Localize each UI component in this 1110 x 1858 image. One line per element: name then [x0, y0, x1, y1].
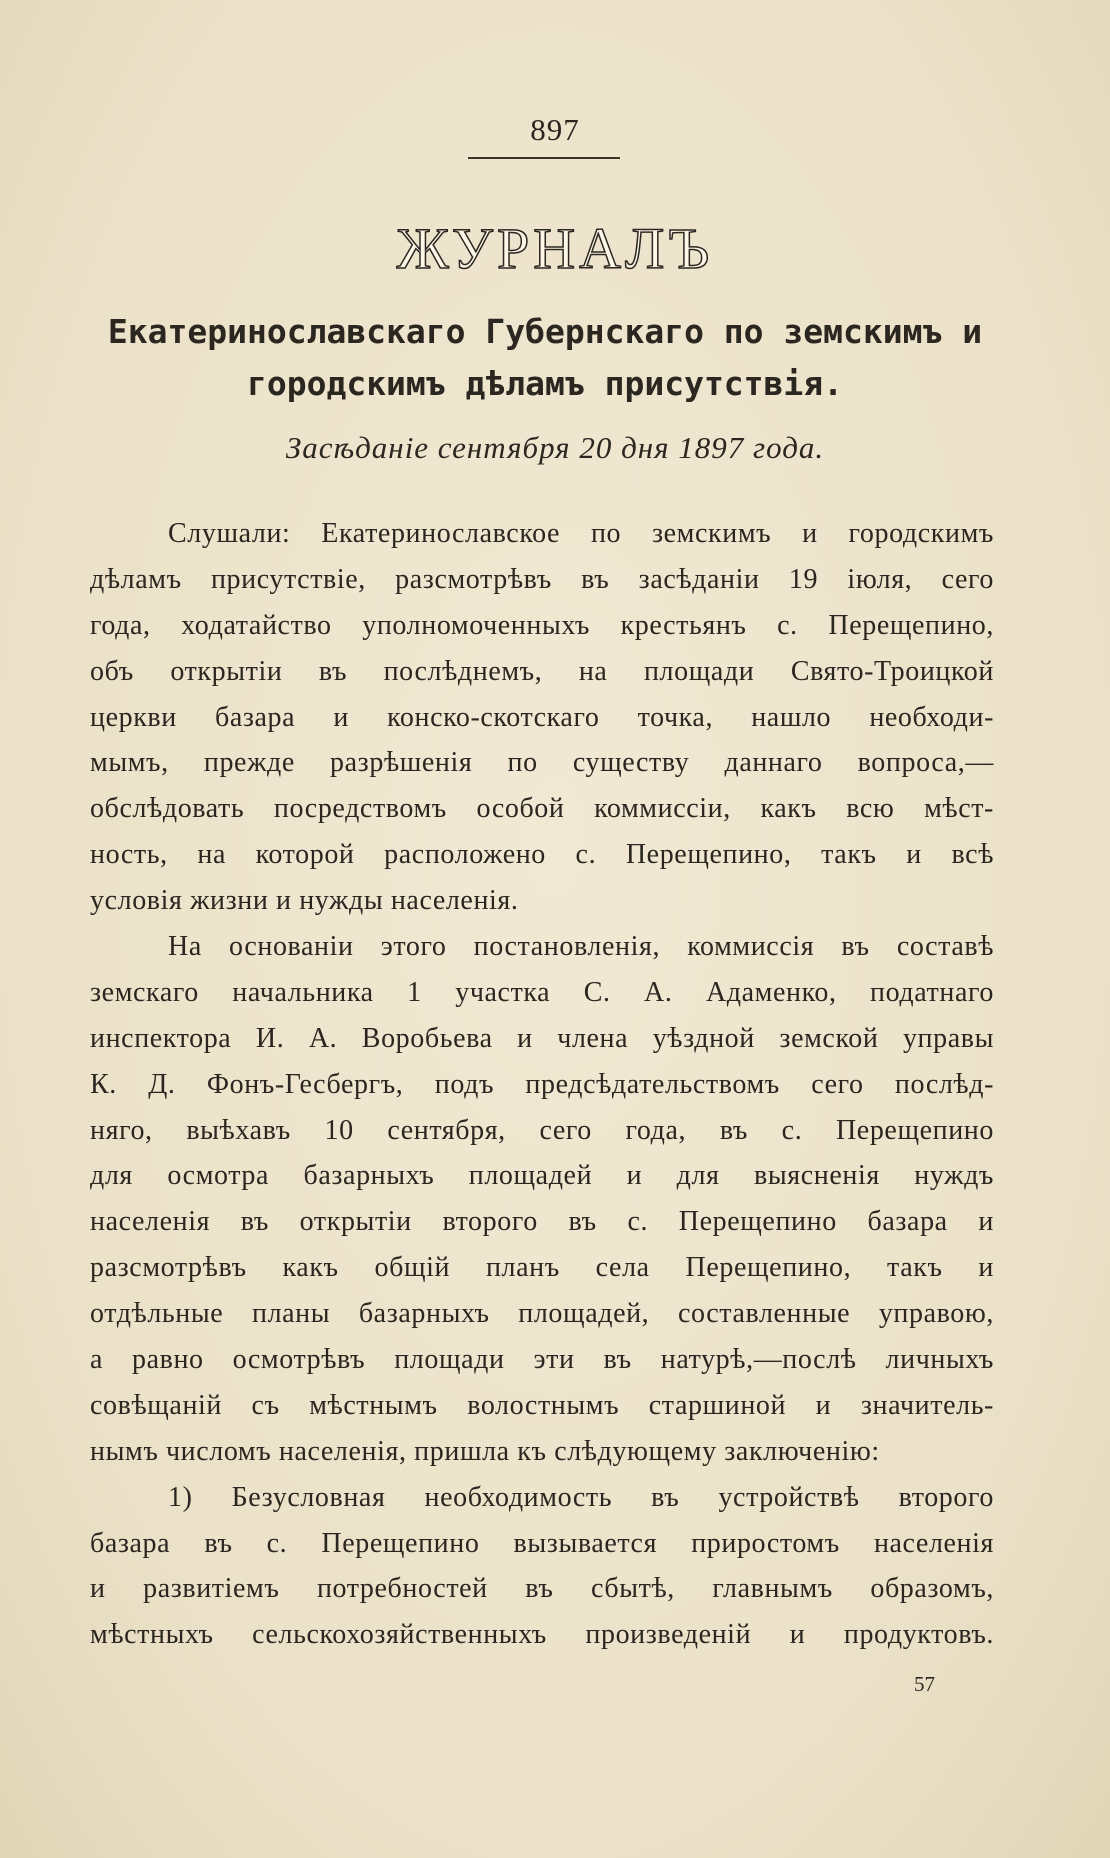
text-line: 1) Безусловная необходимость въ устройствѣ второго — [168, 1481, 994, 1513]
text-line: земскаго начальника 1 участка С. А. Адаменко, податнаго — [90, 976, 994, 1008]
text-line: мѣстныхъ сельскохозяйственныхъ произведеній и продуктовъ. — [90, 1619, 994, 1651]
subtitle-line: городскимъ дѣламъ присутствія. — [246, 364, 844, 403]
text-line: базара въ с. Перещепино вызывается приростомъ населенія — [90, 1527, 994, 1559]
page-number: 897 — [530, 112, 580, 147]
text-line: обслѣдовать посредствомъ особой коммиссіи, какъ всю мѣст- — [90, 793, 994, 825]
text-line: а равно осмотрѣвъ площади эти въ натурѣ,—послѣ личныхъ — [90, 1344, 994, 1376]
text-line: условія жизни и нужды населенія. — [90, 885, 519, 917]
text-line: няго, выѣхавъ 10 сентября, сего года, въ с. Перещепино — [90, 1114, 994, 1146]
text-line: дѣламъ присутствіе, разсмотрѣвъ въ засѣданіи 19 іюля, сего — [90, 563, 994, 595]
text-line: совѣщаній съ мѣстнымъ волостнымъ старшиной и значитель- — [90, 1389, 994, 1421]
text-line: и развитіемъ потребностей въ сбытѣ, главнымъ образомъ, — [90, 1573, 994, 1605]
text-line: церкви базара и конско-скотскаго точка, нашло необходи- — [90, 701, 994, 733]
meeting-date-line: Засѣданіе сентября 20 дня 1897 года. — [285, 430, 825, 465]
text-line: для осмотра базарныхъ площадей и для выясненія нуждъ — [90, 1160, 994, 1192]
text-line: года, ходатайство уполномоченныхъ крестьянъ с. Перещепино, — [90, 609, 994, 641]
text-line: объ открытіи въ послѣднемъ, на площади Свято-Троицкой — [90, 655, 994, 687]
text-line: мымъ, прежде разрѣшенія по существу даннаго вопроса,— — [90, 747, 994, 779]
text-line: К. Д. Фонъ-Гесбергъ, подъ предсѣдательствомъ сего послѣд- — [90, 1068, 994, 1100]
subtitle-line: Екатеринославскаго Губернскаго по земскимъ и — [107, 312, 983, 351]
text-line: На основаніи этого постановленія, коммиссія въ составѣ — [168, 931, 994, 963]
journal-title: ЖУРНАЛЪ — [396, 216, 714, 281]
text-line: нымъ числомъ населенія, пришла къ слѣдующему заключенію: — [90, 1435, 880, 1467]
text-line: ность, на которой расположено с. Перещепино, такъ и всѣ — [90, 839, 994, 871]
body-text — [90, 511, 994, 1658]
text-line: разсмотрѣвъ какъ общій планъ села Перещепино, такъ и — [90, 1252, 994, 1284]
text-line: отдѣльные планы базарныхъ площадей, составленные управою, — [90, 1298, 994, 1330]
text-line: Слушали: Екатеринославское по земскимъ и городскимъ — [168, 518, 994, 549]
journal-subtitle — [90, 306, 1000, 410]
page-number-rule — [468, 157, 620, 159]
text-line: инспектора И. А. Воробьева и члена уѣздной земской управы — [90, 1022, 994, 1054]
text-line: населенія въ открытіи второго въ с. Перещепино базара и — [90, 1206, 994, 1238]
signature-mark: 57 — [914, 1672, 935, 1696]
